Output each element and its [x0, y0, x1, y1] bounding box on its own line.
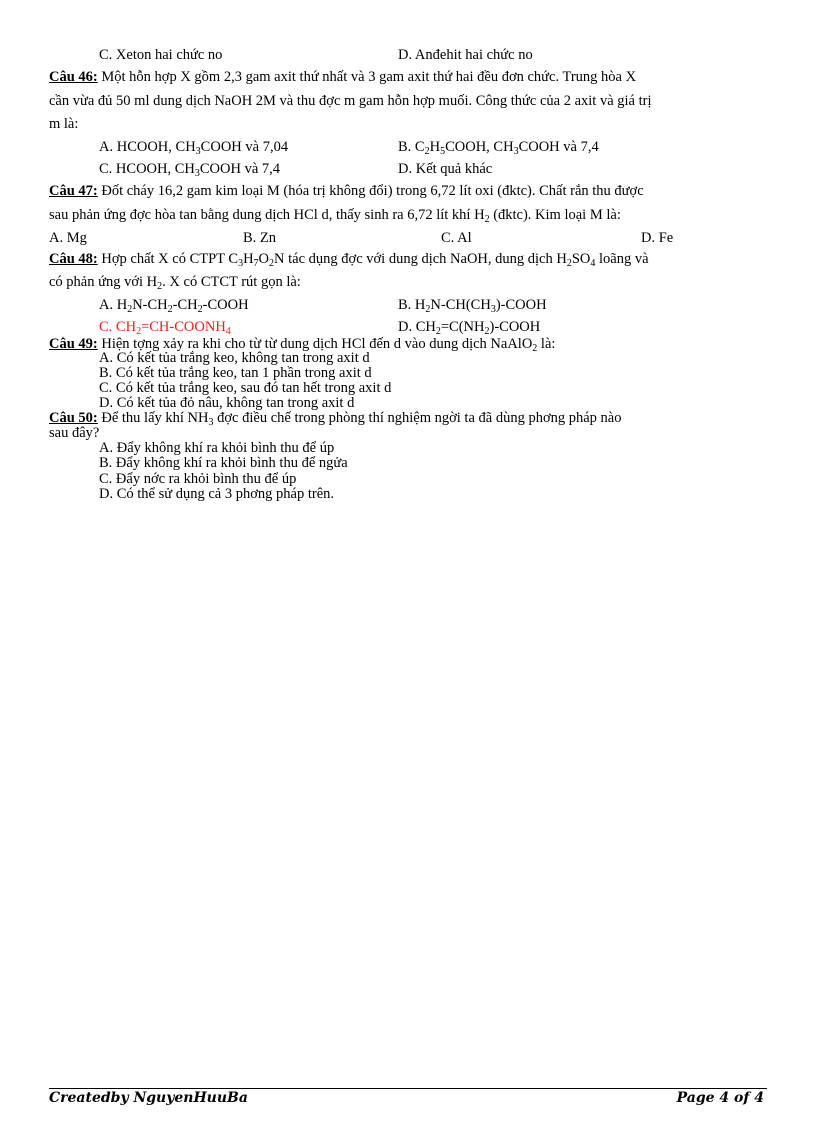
q48-line-2: có phản ứng với $H_2$. X có CTCT rút gọn là: [49, 274, 301, 292]
q47-line-2: sau phản ứng đợc hòa tan bằng dung dịch HCl d, thấy sinh ra 6,72 lít khí $H_2$ (đktc). Kim loại M là: [49, 207, 621, 225]
footer-page-number: Page 4 of 4 [676, 1090, 764, 1106]
q46-option-d: D. Kết quả khác [398, 161, 493, 177]
q47-option-a: A. Mg [49, 230, 87, 246]
q47-option-d: D. Fe [641, 230, 674, 246]
q46-option-c: C. HCOOH, $CH_3COOH$ và 7,4 [99, 161, 281, 179]
q46-line-2: cần vừa đủ 50 ml dung dịch NaOH 2M và thu đợc m gam hỗn hợp muối. Công thức của 2 axit và giá trị [49, 93, 652, 109]
q49-label: Câu 49: [49, 336, 98, 352]
q47-label: Câu 47: [49, 183, 98, 199]
q48-option-b: B. $H_2N-CH(CH_3)$-COOH [398, 297, 547, 315]
q49-option-b: B. Có kết tủa trắng keo, tan 1 phần trong axit d [99, 365, 372, 381]
q48-label: Câu 48: [49, 251, 98, 267]
footer-author: Createdby NguyenHuuBa [49, 1090, 248, 1106]
q48-option-a: A. $H_2N-CH_2-CH_2$-COOH [99, 297, 249, 315]
q47-option-c: C. Al [441, 230, 472, 246]
q49-option-d: D. Có kết tủa đỏ nâu, không tan trong axit d [99, 395, 355, 411]
q46-line-1 [49, 68, 636, 86]
q46-text-1: Một hỗn hợp X gồm 2,3 gam axit thứ nhất và 3 gam axit thứ hai đều đơn chức. Trung hòa X [97, 69, 637, 85]
footer-divider [49, 1088, 767, 1089]
q50-option-c: C. Đẩy nớc ra khỏi bình thu để úp [99, 471, 297, 487]
q46-option-b: B. $C_2H_5COOH$, $CH_3COOH$ và 7,4 [398, 139, 599, 157]
q48-option-c-answer: C. $CH_2=CH-COONH_4$ [99, 319, 231, 337]
q50-label: Câu 50: [49, 410, 98, 426]
q49-option-c: C. Có kết tủa trắng keo, sau đó tan hết trong axit d [99, 380, 392, 396]
q46-line-3: m là: [49, 116, 79, 132]
q46-label: Câu 46: [49, 69, 98, 85]
q50-option-d: D. Có thể sử dụng cả 3 phơng pháp trên. [99, 486, 335, 502]
q47-option-b: B. Zn [243, 230, 277, 246]
q50-option-b: B. Đẩy không khí ra khỏi bình thu để ngửa [99, 455, 348, 471]
q45-option-d: D. Anđehit hai chức no [398, 47, 533, 63]
q50-line-1: Câu 50: Để thu lấy khí $NH_3$ đợc điều chế trong phòng thí nghiệm ngời ta đã dùng phơng pháp nào [49, 410, 622, 428]
q48-line-1: Câu 48: Hợp chất X có CTPT $C_3H_7O_2N$ tác dụng đợc với dung dịch NaOH, dung dịch $H_2SO_4$ loãng và [49, 251, 649, 269]
q47-line-1: Câu 47: Đốt cháy 16,2 gam kim loại M (hóa trị không đổi) trong 6,72 lít oxi (đktc). Chất rắn thu được [49, 183, 644, 199]
q49-option-a: A. Có kết tủa trắng keo, không tan trong axit d [99, 350, 370, 366]
q45-option-c: C. Xeton hai chức no [99, 47, 223, 63]
q50-option-a: A. Đẩy không khí ra khỏi bình thu để úp [99, 440, 335, 456]
q48-option-d: D. $CH_2=C(NH_2)$-COOH [398, 319, 541, 337]
q49-line-1: Câu 49: Hiện tợng xảy ra khi cho từ từ dung dịch HCl đến d vào dung dịch NaAlO$_2$ là: [49, 336, 556, 354]
q50-line-2: sau đây? [49, 425, 100, 441]
q46-option-a: A. HCOOH, $CH_3COOH$ và 7,04 [99, 139, 289, 157]
